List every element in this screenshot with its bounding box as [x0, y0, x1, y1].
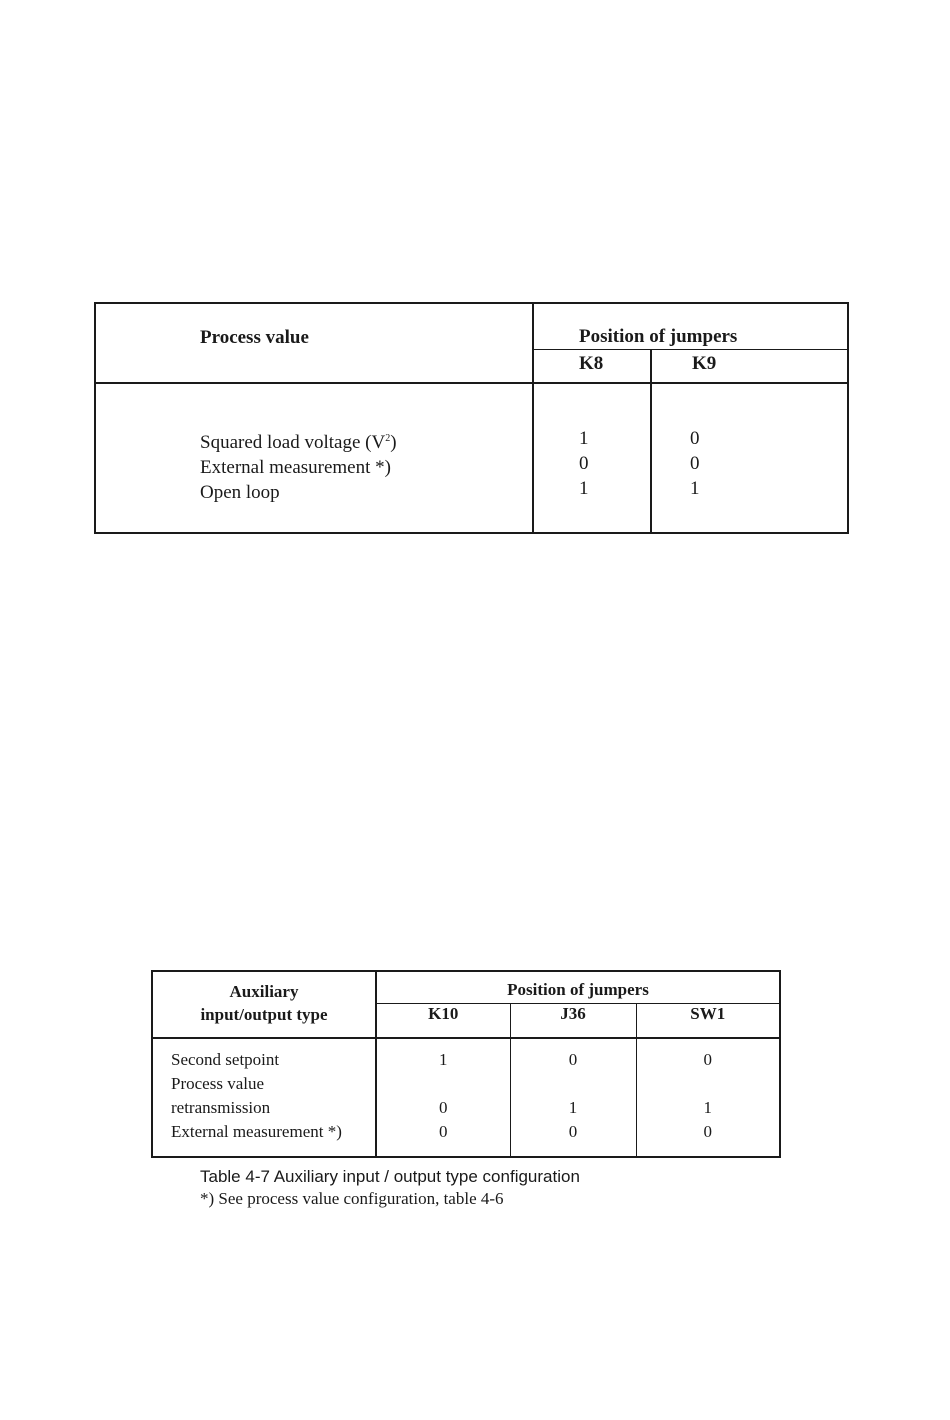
table-cell: 1 [439, 1050, 448, 1069]
table-row-label: Second setpoint [171, 1050, 280, 1069]
table-cell: 0 [703, 1122, 712, 1141]
jumper-position-header-2 [376, 971, 780, 1003]
k10-values [376, 1038, 510, 1157]
column-sw1-label: SW1 [690, 1003, 726, 1023]
table-row-label: Open loop [200, 482, 280, 503]
auxiliary-header-line2: input/output type [200, 1005, 328, 1024]
j36-values [510, 1038, 636, 1157]
row-label-superscript: 2 [385, 433, 391, 444]
table-cell: 0 [568, 1050, 578, 1069]
table-cell: 1 [703, 1098, 712, 1117]
column-k9-label: K9 [692, 352, 717, 374]
table-cell: 0 [690, 428, 700, 449]
process-value-header-text: Process value [200, 327, 309, 348]
table-cell: 0 [439, 1098, 448, 1117]
auxiliary-type-header [152, 971, 376, 1038]
table-cell: 1 [579, 478, 589, 499]
jumper-position-header-2-text: Position of jumpers [507, 980, 649, 999]
row-label-end: ) [390, 432, 397, 453]
k8-values [533, 383, 651, 533]
column-k8 [533, 349, 651, 383]
table-row-label: External measurement *) [200, 457, 391, 478]
column-k8-label: K8 [579, 352, 604, 374]
column-k10 [376, 1003, 510, 1038]
auxiliary-io-table [151, 970, 781, 1158]
table-cell: 0 [439, 1122, 448, 1141]
caption-title: Table 4-7 Auxiliary input / output type configuration [200, 1167, 580, 1186]
caption-footnote: *) See process value configuration, table 4-6 [200, 1189, 504, 1208]
table-cell: 0 [703, 1050, 712, 1069]
table-row-label: Process value [171, 1074, 265, 1093]
column-k10-label: K10 [428, 1003, 459, 1023]
k9-values [651, 383, 848, 533]
sw1-values [636, 1038, 780, 1157]
process-value-labels [95, 383, 533, 533]
table-cell: 1 [690, 478, 700, 499]
jumper-position-header-text: Position of jumpers [579, 326, 738, 347]
column-j36-label: J36 [560, 1003, 586, 1023]
auxiliary-type-labels [152, 1038, 376, 1157]
process-value-table [94, 302, 849, 534]
column-j36 [510, 1003, 636, 1038]
table-caption [200, 1166, 580, 1210]
table-cell: 1 [579, 428, 589, 449]
table-row-label: External measurement *) [171, 1122, 342, 1141]
row-label-text: Squared load voltage (V [200, 432, 386, 453]
table-row-label: retransmission [171, 1098, 271, 1117]
blank-cell [511, 1072, 636, 1096]
column-k9 [651, 349, 848, 383]
table-cell: 1 [568, 1098, 578, 1117]
jumper-position-header [533, 303, 848, 349]
process-value-header [95, 303, 533, 383]
auxiliary-header-line1: Auxiliary [229, 982, 299, 1001]
table-cell: 0 [690, 453, 700, 474]
column-sw1 [636, 1003, 780, 1038]
blank-cell [377, 1072, 510, 1096]
table-cell: 0 [579, 453, 589, 474]
table-cell: 0 [568, 1122, 578, 1141]
blank-cell [637, 1072, 780, 1096]
table-row-label [200, 426, 532, 455]
